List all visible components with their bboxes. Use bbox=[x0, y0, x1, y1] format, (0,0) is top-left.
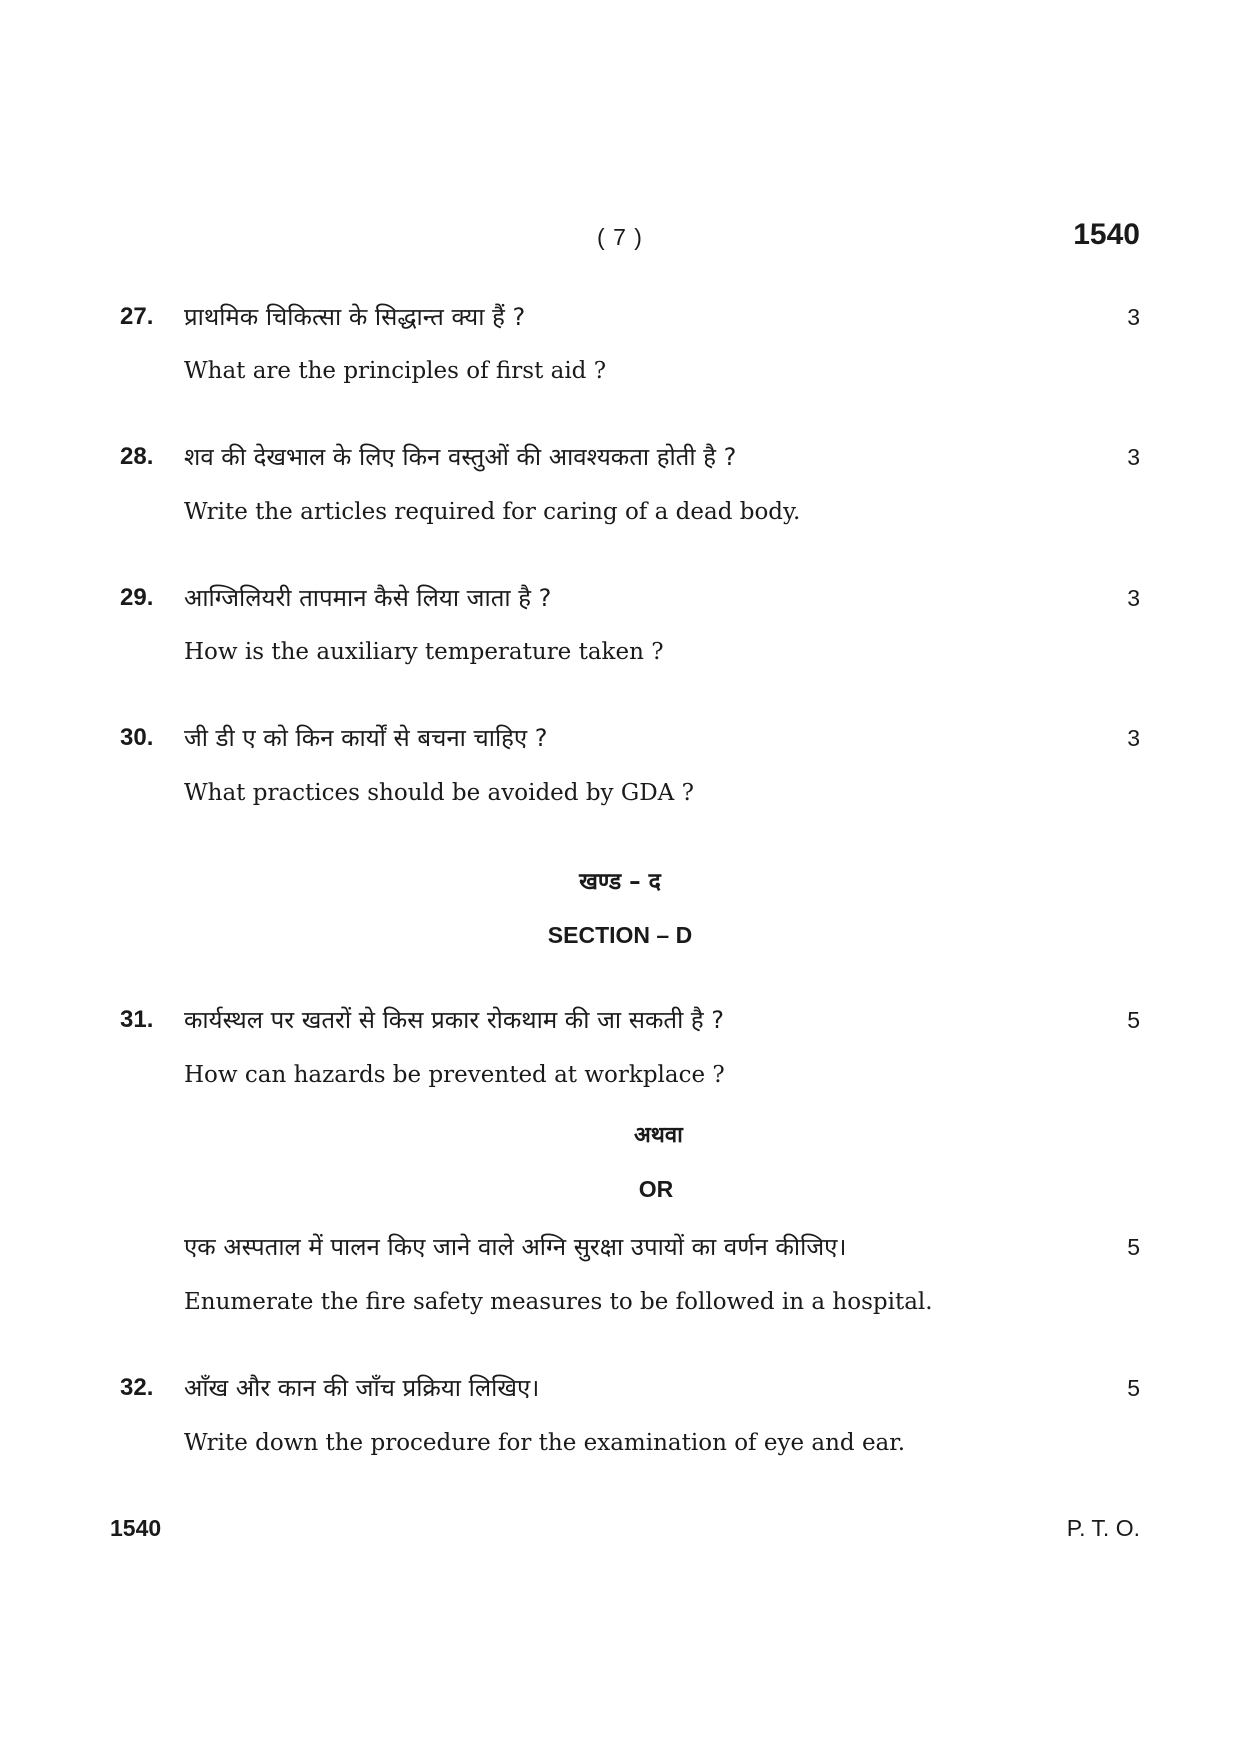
question-english: What are the principles of first aid ? bbox=[184, 358, 607, 384]
question-hindi: आग्जिलियरी तापमान कैसे लिया जाता है ? bbox=[184, 584, 552, 612]
paper-code-footer: 1540 bbox=[110, 1515, 162, 1541]
question-hindi: जी डी ए को किन कार्यों से बचना चाहिए ? bbox=[184, 724, 548, 752]
question-number: 30. bbox=[120, 724, 154, 751]
question-number: 28. bbox=[120, 443, 154, 470]
question-english: What practices should be avoided by GDA ? bbox=[184, 780, 694, 806]
question-english: How can hazards be prevented at workplace ? bbox=[184, 1062, 725, 1088]
alternative-question-english: Enumerate the fire safety measures to be followed in a hospital. bbox=[184, 1289, 933, 1315]
question-number: 27. bbox=[120, 303, 154, 330]
or-label-hindi: अथवा bbox=[634, 1123, 683, 1148]
question-english: Write the articles required for caring of a dead body. bbox=[184, 499, 801, 525]
question-hindi: प्राथमिक चिकित्सा के सिद्धान्त क्या हैं ? bbox=[184, 303, 526, 331]
question-marks: 3 bbox=[1127, 585, 1140, 611]
question-number: 29. bbox=[120, 584, 154, 611]
question-hindi: शव की देखभाल के लिए किन वस्तुओं की आवश्यकता होती है ? bbox=[184, 443, 737, 471]
page-number: ( 7 ) bbox=[597, 224, 643, 250]
paper-code-header: 1540 bbox=[1073, 218, 1140, 251]
question-marks: 5 bbox=[1127, 1007, 1140, 1033]
section-title-english: SECTION – D bbox=[547, 922, 693, 948]
question-marks: 3 bbox=[1127, 304, 1140, 330]
question-number: 32. bbox=[120, 1374, 154, 1401]
question-marks: 5 bbox=[1127, 1375, 1140, 1401]
alternative-question-marks: 5 bbox=[1127, 1234, 1140, 1260]
question-hindi: कार्यस्थल पर खतरों से किस प्रकार रोकथाम की जा सकती है ? bbox=[184, 1006, 725, 1034]
pto-label: P. T. O. bbox=[1066, 1515, 1140, 1541]
question-marks: 3 bbox=[1127, 725, 1140, 751]
question-number: 31. bbox=[120, 1006, 154, 1033]
question-english: How is the auxiliary temperature taken ? bbox=[184, 639, 664, 665]
section-title-hindi: खण्ड – द bbox=[579, 869, 661, 895]
question-marks: 3 bbox=[1127, 444, 1140, 470]
alternative-question-hindi: एक अस्पताल में पालन किए जाने वाले अग्नि सुरक्षा उपायों का वर्णन कीजिए। bbox=[184, 1233, 847, 1261]
or-label-english: OR bbox=[638, 1176, 674, 1202]
question-english: Write down the procedure for the examination of eye and ear. bbox=[184, 1430, 906, 1456]
question-hindi: आँख और कान की जाँच प्रक्रिया लिखिए। bbox=[184, 1374, 540, 1402]
